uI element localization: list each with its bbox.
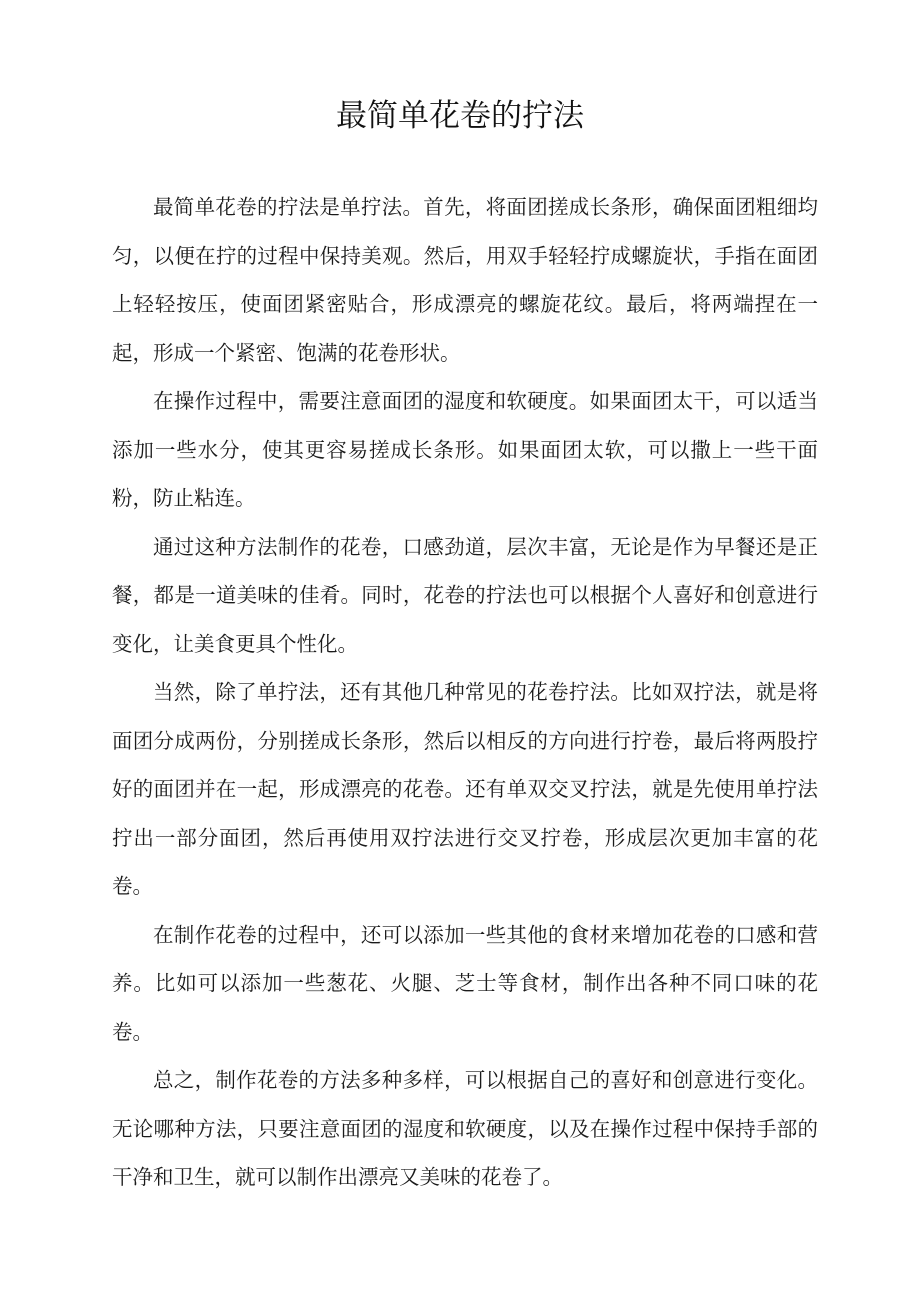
paragraph-3: 通过这种方法制作的花卷，口感劲道，层次丰富，无论是作为早餐还是正餐，都是一道美味的佳肴。同时，花卷的拧法也可以根据个人喜好和创意进行变化，让美食更具个性化。 [112, 534, 818, 656]
paragraph-5: 在制作花卷的过程中，还可以添加一些其他的食材来增加花卷的口感和营养。比如可以添加一些葱花、火腿、芝士等食材，制作出各种不同口味的花卷。 [112, 922, 818, 1044]
paragraph-4: 当然，除了单拧法，还有其他几种常见的花卷拧法。比如双拧法，就是将面团分成两份，分别搓成长条形，然后以相反的方向进行拧卷，最后将两股拧好的面团并在一起，形成漂亮的花卷。还有单双交叉拧法，就是先使用单拧法拧出一部分面团，然后再使用双拧法进行交叉拧卷，形成层次更加丰富的花卷。 [112, 680, 818, 898]
document-body [112, 183, 818, 1202]
paragraph-6: 总之，制作花卷的方法多种多样，可以根据自己的喜好和创意进行变化。无论哪种方法，只要注意面团的湿度和软硬度，以及在操作过程中保持手部的干净和卫生，就可以制作出漂亮又美味的花卷了。 [112, 1068, 818, 1189]
paragraph-2: 在操作过程中，需要注意面团的湿度和软硬度。如果面团太干，可以适当添加一些水分，使其更容易搓成长条形。如果面团太软，可以撒上一些干面粉，防止粘连。 [112, 389, 818, 510]
document-title: 最简单花卷的拧法 [336, 98, 584, 134]
paragraph-1: 最简单花卷的拧法是单拧法。首先，将面团搓成长条形，确保面团粗细均匀，以便在拧的过程中保持美观。然后，用双手轻轻拧成螺旋状，手指在面团上轻轻按压，使面团紧密贴合，形成漂亮的螺旋花纹。最后，将两端捏在一起，形成一个紧密、饱满的花卷形状。 [112, 195, 818, 365]
